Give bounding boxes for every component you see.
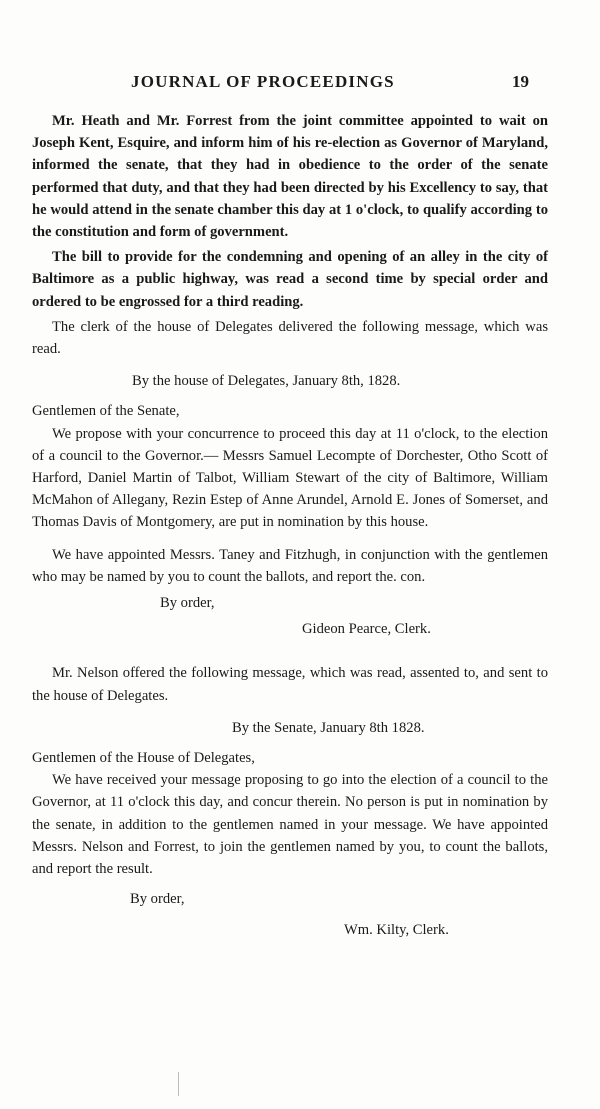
paragraph-received-message: We have received your message proposing to go into the election of a council to the Governor, at 11 o'clock this day, and concur therein. No person is put in nomination by the senate, in addition to the gentlemen named in your message. We have appointed Messrs. Nelson and Forrest, to join the gentlemen named by you, to count the ballots, and report the result. xyxy=(32,772,548,878)
paragraph-heath-forrest-report: Mr. Heath and Mr. Forrest from the joint committee appointed to wait on Joseph Kent, Esquire, and inform him of his re-election as Governor of Maryland, informed the senate, that they had in obedience to the order of the senate performed that duty, and that they had been directed by his Excellency to say, that he would attend in the senate chamber this day at 1 o'clock, to qualify according to the constitution and form of government. xyxy=(32,113,548,241)
paragraph-appointed-house: We have appointed Messrs. Taney and Fitzhugh, in conjunction with the gentlemen who may be named by you to count the ballots, and report the. con. xyxy=(32,546,548,585)
paragraph-clerk-message: The clerk of the house of Delegates delivered the following message, which was read. xyxy=(32,318,548,358)
paragraph-propose-election: We propose with your concurrence to proceed this day at 11 o'clock, to the election of a council to the Governor.— Messrs Samuel Lecompte of Dorchester, Otho Scott of Harford, Daniel Martin of Talbot, William Stewart of the city of Baltimore, William McMahon of Allegany, Rezin Estep of Anne Arundel, Arnold E. Jones of Somerset, and Thomas Davis of Montgomery, are put in nomination by this house. xyxy=(32,425,548,531)
signature-wm-kilty: Wm. Kilty, Clerk. xyxy=(344,921,449,938)
dateline-senate: By the Senate, January 8th 1828. xyxy=(232,719,425,736)
page-number: 19 xyxy=(512,72,529,91)
running-head: JOURNAL OF PROCEEDINGS xyxy=(131,72,395,91)
dateline-house: By the house of Delegates, January 8th, 1828. xyxy=(132,373,401,390)
paragraph-nelson-message: Mr. Nelson offered the following message, which was read, assented to, and sent to the house of Delegates. xyxy=(32,665,548,704)
paragraph-alley-bill: The bill to provide for the condemning and opening of an alley in the city of Baltimore as a public highway, was read a second time by special order and ordered to be engrossed for a third reading. xyxy=(32,249,548,310)
page-header xyxy=(0,72,600,96)
scan-mark xyxy=(178,1072,179,1096)
salutation-senate: Gentlemen of the Senate, xyxy=(32,403,180,420)
by-order-senate: By order, xyxy=(130,891,185,908)
signature-gideon-pearce: Gideon Pearce, Clerk. xyxy=(302,621,431,638)
salutation-house: Gentlemen of the House of Delegates, xyxy=(32,750,255,767)
journal-body xyxy=(32,110,548,941)
by-order-house: By order, xyxy=(160,595,215,612)
